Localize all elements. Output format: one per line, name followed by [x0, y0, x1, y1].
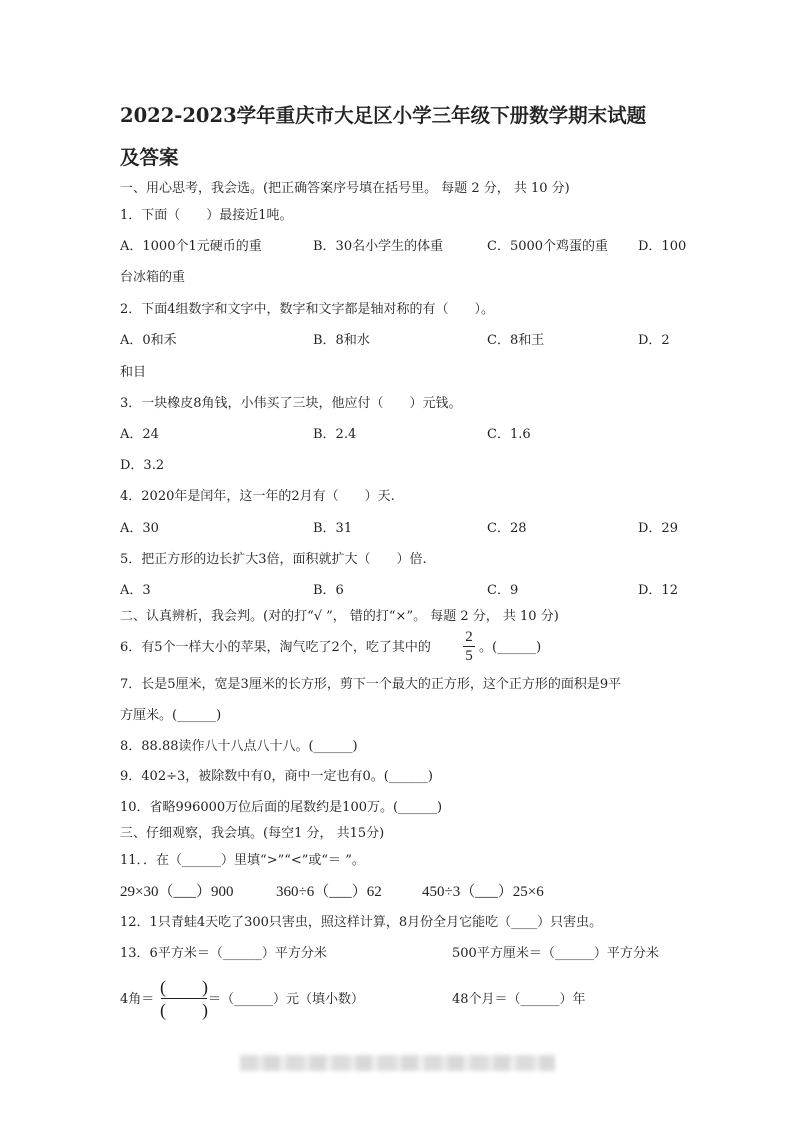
q11-expr-3: 450÷3（___）25×6	[422, 884, 544, 900]
q13-part-c-pre: 4角＝	[120, 992, 155, 1007]
q13-part-d: 48个月＝（______）年	[452, 992, 586, 1007]
q3-option-a: A．24	[120, 427, 159, 442]
q2-option-b: B．8和水	[313, 333, 370, 348]
q5-option-b: B．6	[313, 583, 344, 598]
q5-option-a: A．3	[120, 583, 151, 598]
q9-text: 9．402÷3，被除数中有0，商中一定也有0。(______)	[120, 769, 433, 784]
q3-option-b: B．2.4	[313, 427, 357, 442]
q5-option-d: D．12	[638, 583, 678, 598]
q1-option-b: B．30名小学生的体重	[313, 239, 444, 254]
q1-option-c: C．5000个鸡蛋的重	[487, 239, 609, 254]
q13-fraction-numerator: ( )	[160, 977, 208, 997]
q1-option-a: A．1000个1元硬币的重	[120, 239, 262, 254]
q4-option-d: D．29	[638, 521, 678, 536]
blurred-watermark	[240, 1055, 555, 1071]
q2-stem: 2．下面4组数字和文字中，数字和文字都是轴对称的有（ ）。	[120, 302, 495, 317]
page-title-line1: 2022-2023学年重庆市大足区小学三年级下册数学期末试题	[120, 104, 647, 127]
q11-expr-1: 29×30（___）900	[120, 884, 234, 900]
q6-blank: 。(______)	[479, 640, 542, 655]
q12-text: 12．1只青蛙4天吃了300只害虫，照这样计算，8月份全月它能吃（____）只害虫。	[120, 915, 603, 930]
q6-text: 6．有5个一样大小的苹果，淘气吃了2个，吃了其中的	[120, 640, 431, 655]
q11-stem: 11．．在（______）里填“>”“<”或“＝ ”。	[120, 853, 365, 868]
q2-option-d-cont: 和目	[120, 365, 147, 380]
q2-option-c: C．8和王	[487, 333, 545, 348]
q6-fraction	[463, 628, 475, 665]
q3-stem: 3．一块橡皮8角钱，小伟买了三块，他应付（ ）元钱。	[120, 396, 462, 411]
q3-option-d: D．3.2	[120, 458, 165, 473]
q5-option-c: C．9	[487, 583, 519, 598]
section3-header: 三、仔细观察，我会填。(每空1 分， 共15分)	[120, 826, 385, 841]
q2-option-d: D．2	[638, 333, 670, 348]
q7-line1: 7．长是5厘米，宽是3厘米的长方形，剪下一个最大的正方形，这个正方形的面积是9平	[120, 677, 622, 692]
q13-part-b: 500平方厘米＝（______）平方分米	[452, 946, 659, 961]
q11-expr-2: 360÷6（___）62	[276, 884, 382, 900]
page-title-line2: 及答案	[120, 146, 179, 169]
q13-fraction	[160, 976, 208, 1021]
q4-option-b: B．31	[313, 521, 353, 536]
q7-line2: 方厘米。(______)	[120, 708, 222, 723]
q5-stem: 5．把正方形的边长扩大3倍，面积就扩大（ ）倍.	[120, 552, 427, 567]
q4-option-a: A．30	[120, 521, 159, 536]
q13-fraction-denominator: ( )	[160, 1000, 208, 1020]
q1-option-d: D．100	[638, 239, 687, 254]
q2-option-a: A．0和禾	[120, 333, 177, 348]
section1-header: 一、用心思考，我会选。(把正确答案序号填在括号里。 每题 2 分， 共 10 分)	[120, 181, 570, 196]
q6-fraction-numerator: 2	[465, 629, 473, 645]
q1-option-d-cont: 台冰箱的重	[120, 270, 186, 285]
q13-part-a: 13．6平方米＝（______）平方分米	[120, 946, 327, 961]
q4-stem: 4．2020年是闰年，这一年的2月有（ ）天.	[120, 489, 395, 504]
q10-text: 10．省略996000万位后面的尾数约是100万。(______)	[120, 800, 443, 815]
section2-header: 二、认真辨析，我会判。(对的打“√ ”， 错的打“×”。 每题 2 分， 共 10 分)	[120, 609, 559, 624]
q13-part-c-post: ＝（______）元（填小数）	[208, 992, 365, 1007]
q6-fraction-denominator: 5	[465, 648, 473, 664]
q8-text: 8．88.88读作八十八点八十八。(______)	[120, 739, 358, 754]
q1-stem: 1．下面（ ）最接近1吨。	[120, 208, 293, 223]
q3-option-c: C．1.6	[487, 427, 531, 442]
q4-option-c: C．28	[487, 521, 527, 536]
